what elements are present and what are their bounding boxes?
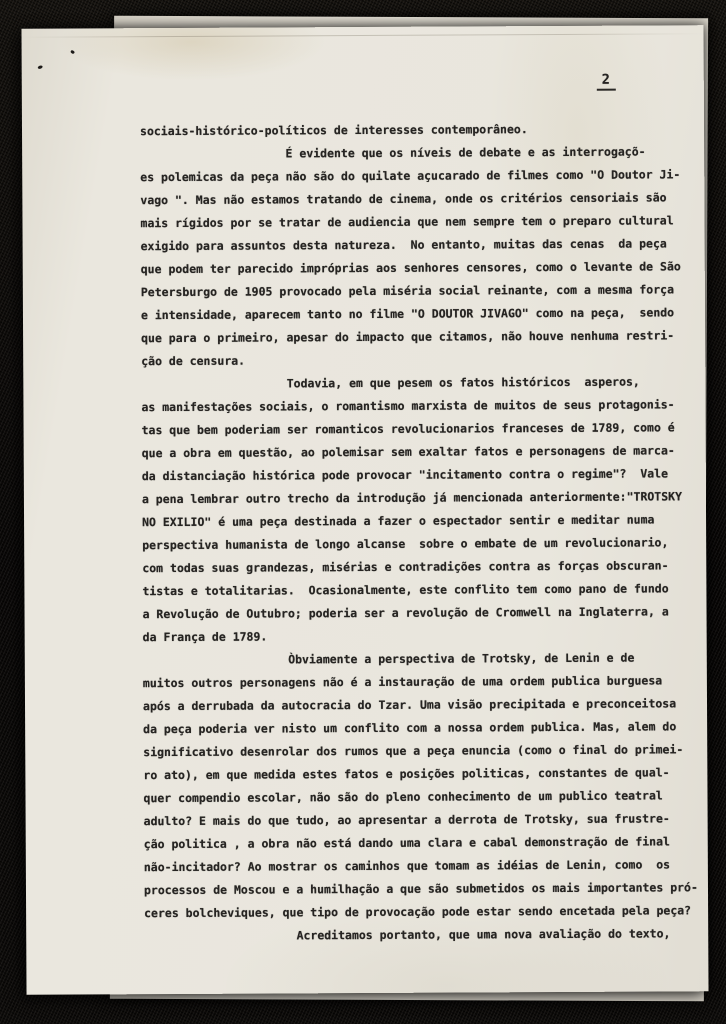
typed-line: processos de Moscou e a humilhação a que são submetidos os mais importantes pró-	[143, 880, 698, 898]
typed-line: Acreditamos portanto, que uma nova avaliação do texto,	[144, 926, 671, 944]
typed-line: ção politica , a obra não está dando uma clara e cabal demonstração de final	[143, 834, 670, 852]
typed-line: ro ato), em que medida estes fatos e posições politicas, constantes de qual-	[143, 765, 670, 783]
typed-line: ção de censura.	[141, 353, 246, 369]
typed-line: da peça poderia ver nisto um conflito com a nossa ordem publica. Mas, alem do	[143, 719, 677, 737]
typed-line: que podem ter parecido impróprias aos senhores censores, como o levante de São	[140, 259, 681, 277]
typed-line: Petersburgo de 1905 provocado pela miséria social reinante, com a mesma força	[140, 282, 675, 300]
typed-line: perspectiva humanista de longo alcanse sobre o embate de um revolucionario,	[142, 535, 669, 553]
typed-line: exigido para assuntos desta natureza. No entanto, muitas das cenas da peça	[140, 236, 667, 254]
typed-line: após a derrubada da autocracia do Tzar. Uma visão precipitada e preconceitosa	[142, 696, 677, 714]
document-page	[21, 25, 708, 995]
ink-speck	[37, 65, 43, 70]
typed-line: significativo desenrolar dos rumos que a peça enuncia (como o final do primei-	[143, 742, 684, 760]
typed-line: da França de 1789.	[142, 629, 268, 645]
typed-line: adulto? E mais do que tudo, ao apresentar a derrota de Trotsky, sua frustre-	[143, 811, 670, 829]
typed-line: es polemicas da peça não são do quilate açucarado de filmes como "O Doutor Ji-	[140, 167, 681, 185]
typed-line: com todas suas grandezas, misérias e contradições contra as forças obscuran-	[142, 558, 669, 576]
typed-line: Todavia, em que pesem os fatos históricos asperos,	[141, 374, 640, 392]
typed-line: tistas e totalitarias. Ocasionalmente, este conflito tem como pano de fundo	[142, 581, 669, 599]
typed-line: mais rígidos por se tratar de audiencia que nem sempre tem o preparo cultural	[140, 213, 674, 231]
typed-line: a Revolução de Outubro; poderia ser a revolução de Cromwell na Inglaterra, a	[142, 604, 669, 622]
typed-line: não-incitador? Ao mostrar os caminhos que tomam as idéias de Lenin, como os	[143, 857, 671, 875]
typed-line: a pena lembrar outro trecho da introdução já mencionada anteriormente:"TROTSKY	[141, 489, 683, 507]
typed-line: ceres bolcheviques, que tipo de provocação pode estar sendo encetada pela peça?	[144, 903, 692, 921]
ink-speck	[70, 50, 75, 55]
typed-line: que para o primeiro, apesar do impacto que citamos, não houve nenhuma restri-	[141, 328, 675, 346]
typed-line: que a obra em questão, ao polemisar sem exaltar fatos e personagens de marca-	[141, 443, 675, 461]
typed-line: as manifestações sociais, o romantismo marxista de muitos de seus protagonis-	[141, 397, 675, 415]
typed-line: tas que bem poderiam ser romanticos revolucionarios franceses de 1789, como é	[141, 420, 675, 438]
typed-line: muitos outros personagens não é a instauração de uma ordem publica burguesa	[142, 673, 663, 691]
typed-line: vago ". Mas não estamos tratando de cinema, onde os critérios censoriais são	[140, 190, 667, 208]
typed-line: e intensidade, aparecem tanto no filme "O DOUTOR JIVAGO" como na peça, sendo	[140, 305, 675, 323]
typed-line: da distanciação histórica pode provocar "incitamento contra o regime"? Vale	[141, 466, 669, 484]
typed-line: quer compendio escolar, não são do pleno conhecimento de um publico teatral	[143, 788, 663, 806]
page-number: 2	[597, 72, 616, 91]
typed-line: É evidente que os níveis de debate e as interrogaçõ-	[140, 144, 646, 162]
typed-line: NO EXILIO" é uma peça destinada a fazer o espectador sentir e meditar numa	[142, 512, 655, 530]
paper-fold	[22, 33, 704, 38]
text-block	[140, 117, 719, 948]
typed-line: Òbviamente a perspectiva de Trotsky, de Lenin e de	[142, 650, 635, 668]
typed-line: sociais-histórico-políticos de interesses contemporâneo.	[139, 122, 528, 139]
